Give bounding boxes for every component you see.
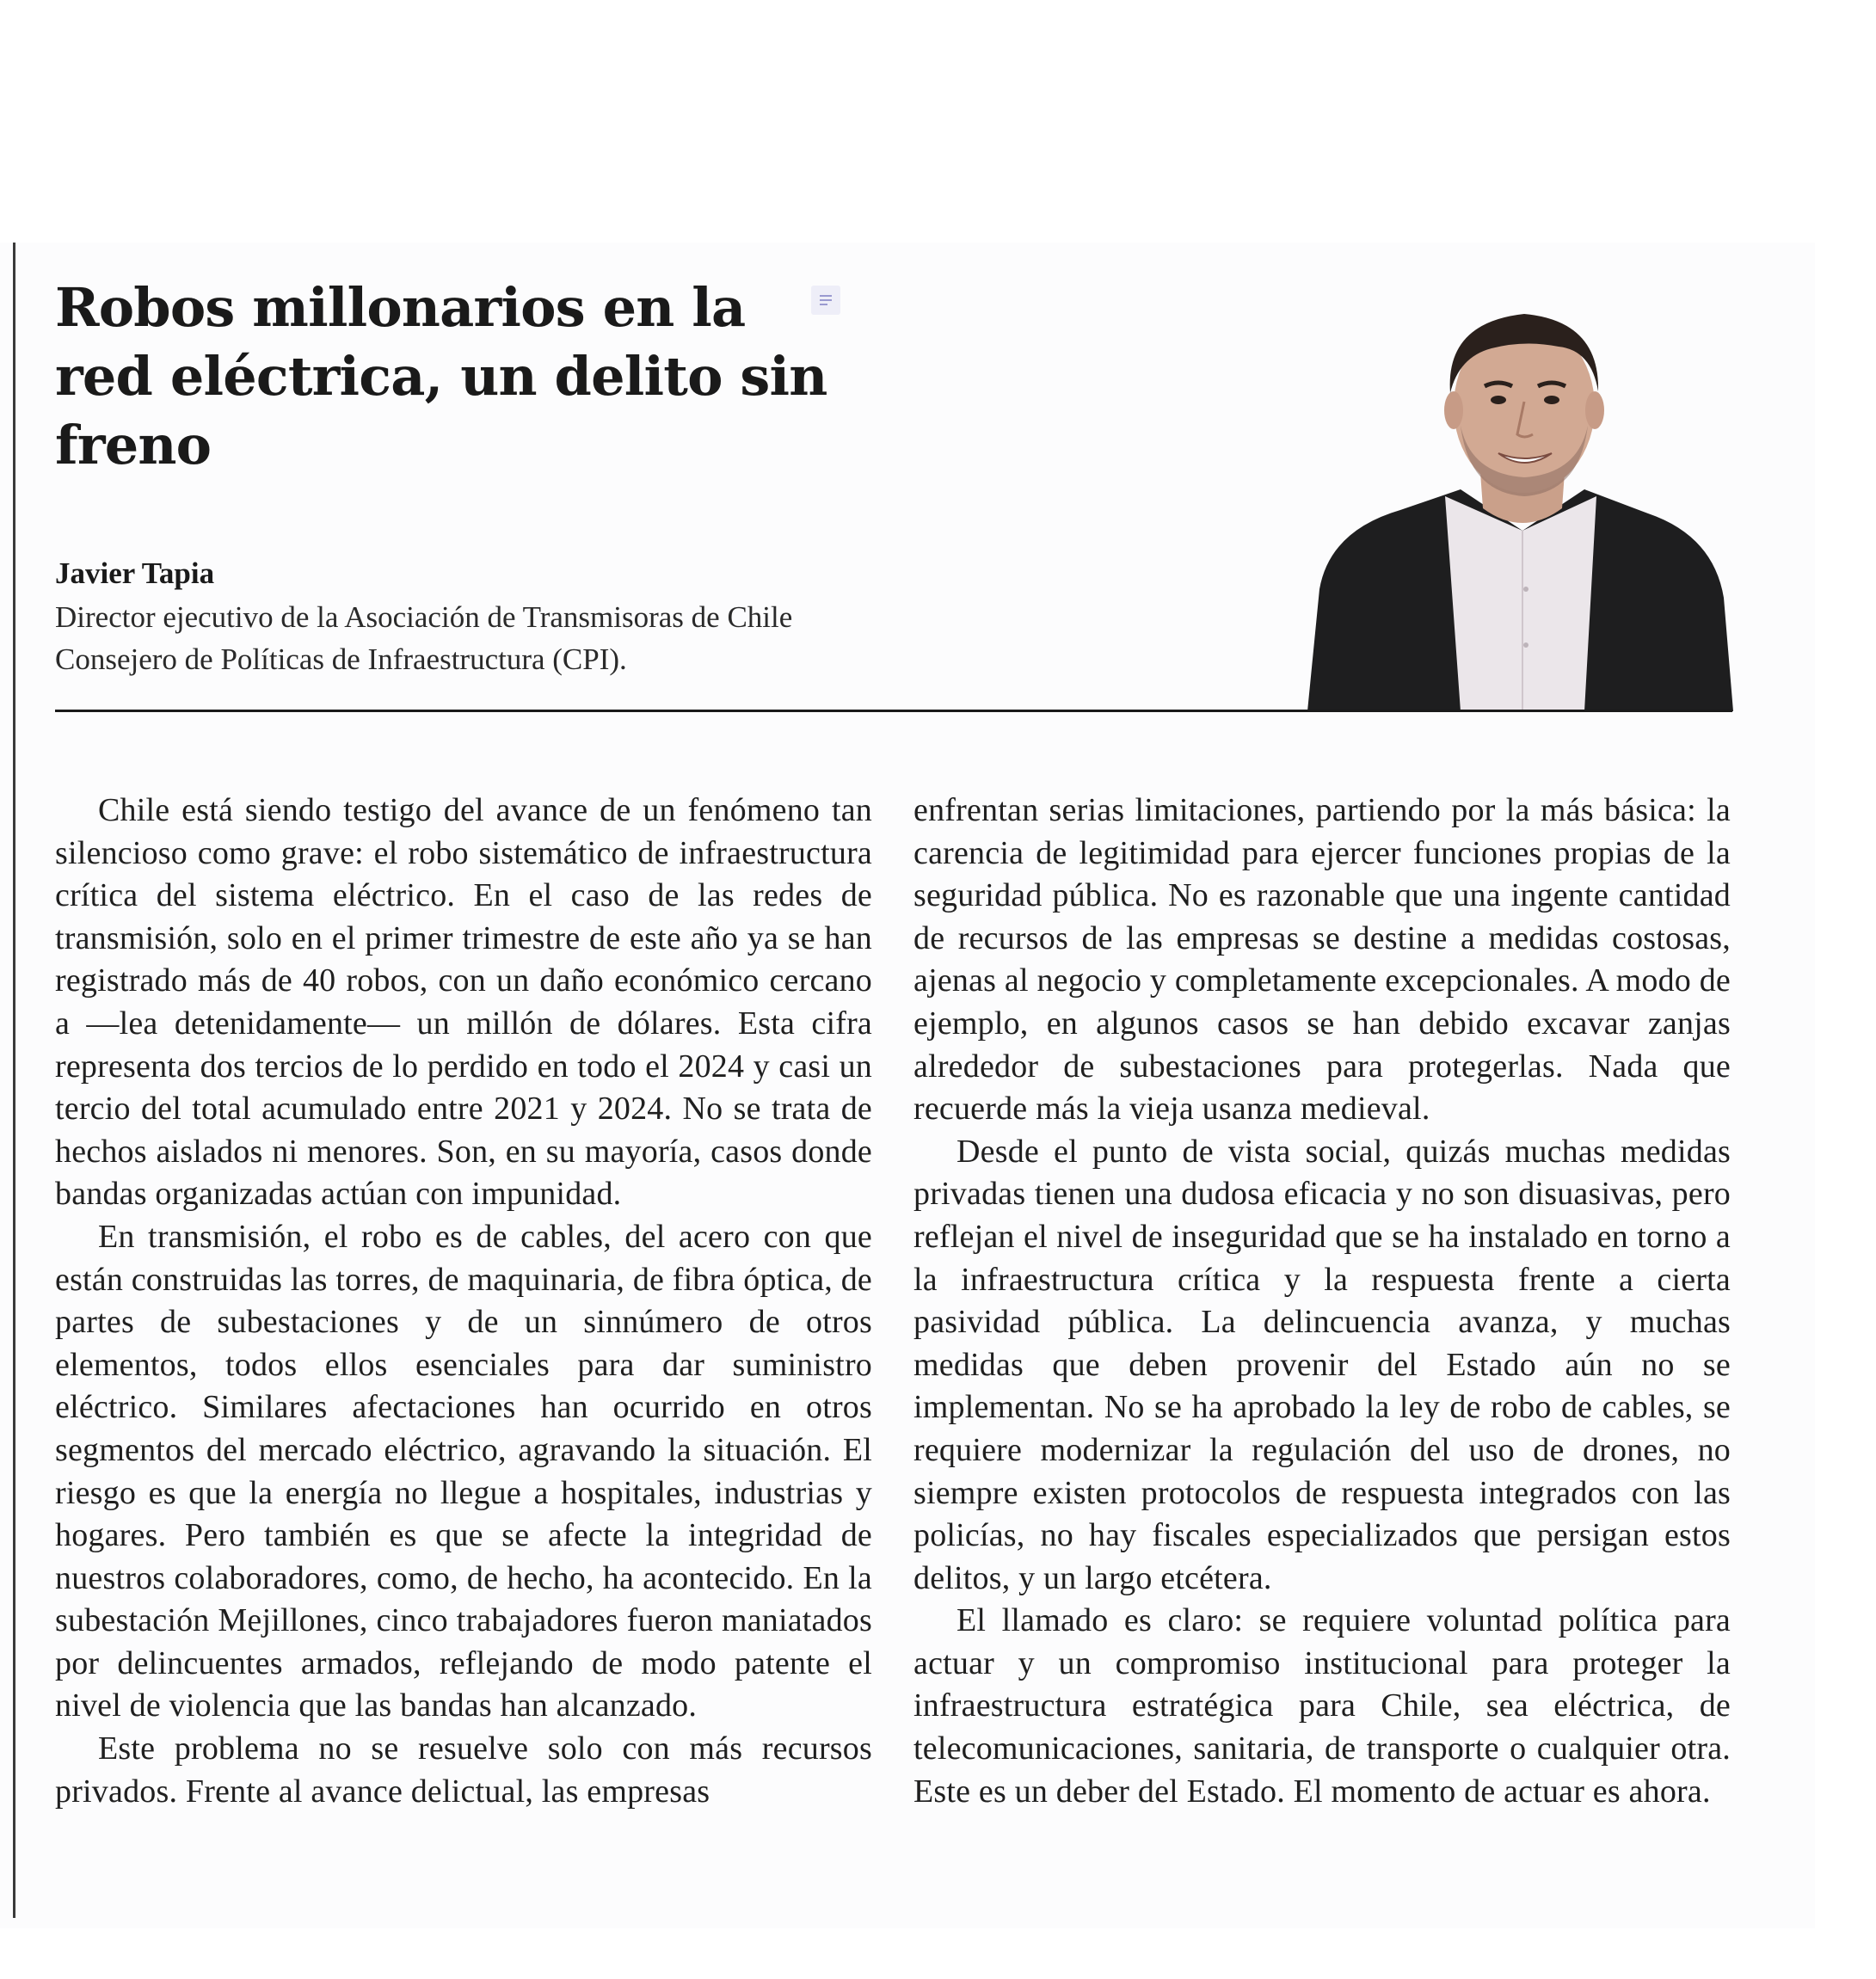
article-paragraph: Este problema no se resuelve solo con más recursos privados. Frente al avance delictual, las empresas bbox=[55, 1730, 872, 1810]
note-icon[interactable] bbox=[811, 286, 840, 315]
article-paragraph: Chile está siendo testigo del avance de un fenómeno tan silencioso como grave: el robo sistemático de infraestructura crítica del sistema eléctrico. En el caso de las redes de transmisión, solo en el primer trimestre de este año ya se han registrado más de 40 robos, con un daño económico cercano a —lea detenidamente— un millón de dólares. Esta cifra representa dos tercios de lo perdido en todo el 2024 y casi un tercio del total acumulado entre 2021 y 2024. No se trata de hechos aislados ni menores. Son, en su mayoría, casos donde bandas organizadas actúan con impunidad. bbox=[55, 792, 872, 1213]
author-affiliation: Consejero de Políticas de Infraestructura (CPI). bbox=[55, 642, 627, 676]
article-paragraph: enfrentan serias limitaciones, partiendo por la más básica: la carencia de legitimidad para ejercer funciones propias de la seguridad pública. No es razonable que una ingente cantidad de recursos de las empresas se destine a medidas costosas, ajenas al negocio y completamente excepcionales. A modo de ejemplo, en algunos casos se han debido excavar zanjas alrededor de subestaciones para protegerlas. Nada que recuerde más la vieja usanza medieval. bbox=[913, 792, 1731, 1128]
author-role: Director ejecutivo de la Asociación de Transmisoras de Chile bbox=[55, 600, 793, 634]
article-paragraph: El llamado es claro: se requiere voluntad política para actuar y un compromiso institucional para proteger la infraestructura estratégica para Chile, sea eléctrica, de telecomunicaciones, sanitaria, de transporte o cualquier otra. Este es un deber del Estado. El momento de actuar es ahora. bbox=[913, 1602, 1731, 1810]
article-paragraph: Desde el punto de vista social, quizás muchas medidas privadas tienen una dudosa eficacia y no son disuasivas, pero reflejan el nivel de inseguridad que se ha instalado en torno a la infraestructura crítica y la respuesta frente a cierta pasividad pública. La delincuencia avanza, y muchas medidas que deben provenir del Estado aún no se implementan. No se ha aprobado la ley de robo de cables, se requiere modernizar la regulación del uso de drones, no siempre existen protocolos de respuesta integrados con las policías, no hay fiscales especializados que persigan estos delitos, y un largo etcétera. bbox=[913, 1133, 1731, 1596]
article-column-left bbox=[55, 790, 872, 1813]
author-portrait bbox=[1307, 305, 1733, 711]
author-name: Javier Tapia bbox=[55, 556, 215, 590]
article-column-right bbox=[913, 790, 1731, 1813]
page-margin-line bbox=[13, 243, 15, 1918]
header-divider bbox=[55, 710, 1732, 712]
article-paragraph: En transmisión, el robo es de cables, del acero con que están construidas las torres, de maquinaria, de fibra óptica, de partes de subestaciones y de un sinnúmero de otros elementos, todos ellos esenciales para dar suministro eléctrico. Similares afectaciones han ocurrido en otros segmentos del mercado eléctrico, agravando la situación. El riesgo es que la energía no llegue a hospitales, industrias y hogares. Pero también es que se afecte la integridad de nuestros colaboradores, como, de hecho, ha acontecido. En la subestación Mejillones, cinco trabajadores fueron maniatados por delincuentes armados, reflejando de modo patente el nivel de violencia que las bandas han alcanzado. bbox=[55, 1218, 872, 1724]
article-headline: Robos millonarios en la red eléctrica, un delito sin freno bbox=[55, 276, 827, 476]
